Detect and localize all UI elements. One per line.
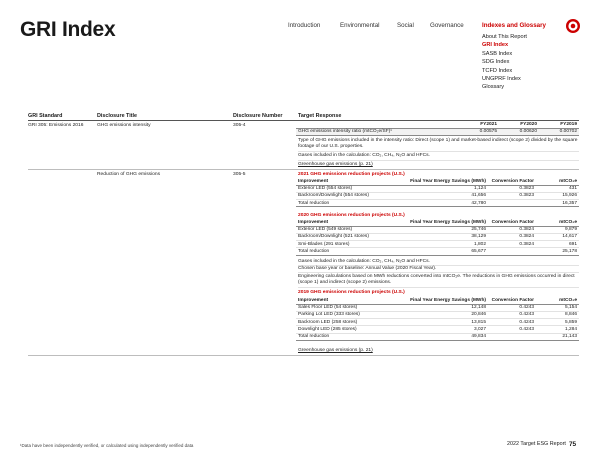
sub-nav-ungprf[interactable]: UNGPRF Index <box>482 76 521 83</box>
col-disclosure-title: Disclosure Title <box>97 113 138 119</box>
table-row <box>296 304 579 311</box>
cell-factor: 0.3824 <box>488 241 536 248</box>
reduction-note-baseline: Chosen base year or baseline: Annual Value (2020 Fiscal Year). <box>298 266 437 271</box>
nav-social[interactable]: Social <box>397 22 414 29</box>
table-row <box>296 226 579 233</box>
header-improvement: Improvement <box>296 178 400 185</box>
cell-savings: 1,124 <box>400 185 488 192</box>
row-divider <box>28 355 579 356</box>
intensity-table <box>296 121 579 136</box>
sub-nav-gri[interactable]: GRI Index <box>482 42 509 49</box>
cell-savings: 3,027 <box>400 326 488 333</box>
table-2021-title: 2021 GHG emissions reduction projects (U.S.) <box>298 172 405 177</box>
cell-mtco2e: 14,617 <box>536 233 579 240</box>
cell-mtco2e: 431 <box>536 185 579 192</box>
gri-standard-cell: GRI 305: Emissions 2016 <box>28 123 84 128</box>
cell-savings: 41,656 <box>400 192 488 199</box>
cell-improvement: Exterior LED (549 stores) <box>296 226 400 233</box>
footnote: ¹Data have been independently verified, or calculated using independently verified data <box>20 443 194 448</box>
table-row <box>296 311 579 318</box>
cell-improvement: Total reduction <box>296 248 400 255</box>
table-row-total <box>296 248 579 255</box>
intensity-header-blank <box>296 121 459 128</box>
reduction-table-2021 <box>296 178 579 207</box>
cell-mtco2e: 9,879 <box>536 226 579 233</box>
intensity-label: GHG emissions intensity ratio (mtCO₂e/SF)¹ <box>296 128 459 135</box>
cell-mtco2e: 16,357 <box>536 200 579 207</box>
table-row <box>296 185 579 192</box>
header-conversion-factor: Conversion Factor <box>488 178 536 185</box>
divider <box>298 272 579 273</box>
cell-mtco2e: 5,154 <box>536 304 579 311</box>
col-gri-standard: GRI Standard <box>28 113 63 119</box>
table-row <box>296 192 579 199</box>
table-row-total <box>296 333 579 340</box>
cell-improvement: Backroom/Downlight (554 stores) <box>296 192 400 199</box>
cell-factor: 0.3823 <box>488 192 536 199</box>
cell-mtco2e: 1,284 <box>536 326 579 333</box>
intensity-value-fy2021: 0.00575 <box>459 128 499 135</box>
table-row <box>296 319 579 326</box>
disclosure-title-305-5: Reduction of GHG emissions <box>97 172 161 177</box>
header-energy-savings: Final Year Energy Savings (MWh) <box>400 219 488 226</box>
cell-mtco2e: 25,178 <box>536 248 579 255</box>
nav-environmental[interactable]: Environmental <box>340 22 380 29</box>
cell-factor: 0.3823 <box>488 185 536 192</box>
table-row <box>296 241 579 248</box>
header-mtco2e: mtCO₂e <box>536 219 579 226</box>
sub-nav-sasb[interactable]: SASB Index <box>482 50 513 57</box>
table-row <box>296 326 579 333</box>
table-row <box>296 233 579 240</box>
cell-savings: 1,802 <box>400 241 488 248</box>
row-divider <box>28 169 579 170</box>
intensity-header-fy2020: FY2020 <box>499 121 539 128</box>
cell-factor: 0.4243 <box>488 319 536 326</box>
cell-factor <box>488 248 536 255</box>
cell-savings: 13,815 <box>400 319 488 326</box>
page-number: 75 <box>568 441 577 448</box>
cell-factor <box>488 200 536 207</box>
cell-improvement: Smi-Blades (291 stores) <box>296 241 400 248</box>
page-title: GRI Index <box>20 18 116 41</box>
cell-savings: 25,746 <box>400 226 488 233</box>
intensity-header-fy2021: FY2021 <box>459 121 499 128</box>
nav-indexes-glossary[interactable]: Indexes and Glossary <box>482 22 546 29</box>
cell-mtco2e: 5,859 <box>536 319 579 326</box>
intensity-note-gases: Gases included in the calculation: CO₂, CH₄, N₂O and HFCs. <box>298 153 430 158</box>
table-row <box>296 128 579 135</box>
header-improvement: Improvement <box>296 219 400 226</box>
col-disclosure-number: Disclosure Number <box>233 113 283 119</box>
intensity-header-fy2019: FY2019 <box>539 121 579 128</box>
footer-right <box>507 441 576 448</box>
table-2019-title: 2019 GHG emissions reduction projects (U.S.) <box>298 290 405 295</box>
divider <box>298 160 579 161</box>
header-energy-savings: Final Year Energy Savings (MWh) <box>400 178 488 185</box>
sub-nav-tcfd[interactable]: TCFD Index <box>482 67 513 74</box>
cell-savings: 49,834 <box>400 333 488 340</box>
nav-introduction[interactable]: Introduction <box>288 22 321 29</box>
cell-factor: 0.4243 <box>488 326 536 333</box>
cell-improvement: Exterior LED (554 stores) <box>296 185 400 192</box>
disclosure-number-305-4: 305-4 <box>233 123 246 128</box>
disclosure-number-305-5: 305-5 <box>233 172 246 177</box>
header-conversion-factor: Conversion Factor <box>488 219 536 226</box>
ghg-emissions-link-1[interactable]: Greenhouse gas emissions (p. 21) <box>298 162 373 167</box>
reduction-table-2019 <box>296 297 579 341</box>
header-conversion-factor: Conversion Factor <box>488 297 536 304</box>
table-row-total <box>296 200 579 207</box>
intensity-note-type: Type of GHG emissions included in the intensity ratio: Direct (scope 1) and market-based indirect (scope 2) divided by the square footage of our U.S. properties. <box>298 138 578 149</box>
cell-savings: 20,846 <box>400 311 488 318</box>
header-mtco2e: mtCO₂e <box>536 297 579 304</box>
table-2020-title: 2020 GHG emissions reduction projects (U.S.) <box>298 213 405 218</box>
cell-mtco2e: 15,926 <box>536 192 579 199</box>
reduction-note-gases: Gases included in the calculation: CO₂, CH₄, N₂O and HFCs. <box>298 259 430 264</box>
sub-nav-about[interactable]: About This Report <box>482 34 527 40</box>
col-target-response: Target Response <box>298 113 342 119</box>
header-improvement: Improvement <box>296 297 400 304</box>
nav-governance[interactable]: Governance <box>430 22 464 29</box>
cell-factor: 0.3824 <box>488 233 536 240</box>
cell-improvement: Backroom/Downlight (521 stores) <box>296 233 400 240</box>
cell-factor: 0.3824 <box>488 226 536 233</box>
cell-factor <box>488 333 536 340</box>
cell-improvement: Total reduction <box>296 333 400 340</box>
reduction-table-2020 <box>296 219 579 256</box>
target-logo-icon[interactable] <box>566 19 580 33</box>
cell-factor: 0.4243 <box>488 311 536 318</box>
cell-savings: 12,148 <box>400 304 488 311</box>
ghg-emissions-link-2[interactable]: Greenhouse gas emissions (p. 21) <box>298 348 373 353</box>
header-mtco2e: mtCO₂e <box>536 178 579 185</box>
divider <box>298 287 579 288</box>
intensity-value-fy2020: 0.00620 <box>499 128 539 135</box>
header-energy-savings: Final Year Energy Savings (MWh) <box>400 297 488 304</box>
sub-nav <box>482 33 527 92</box>
disclosure-title-305-4: GHG emissions intensity <box>97 123 151 128</box>
sub-nav-glossary[interactable]: Glossary <box>482 84 505 91</box>
cell-savings: 65,677 <box>400 248 488 255</box>
cell-savings: 38,129 <box>400 233 488 240</box>
report-name: 2022 Target ESG Report <box>507 441 566 447</box>
top-nav <box>288 22 572 29</box>
sub-nav-sdg[interactable]: SDG Index <box>482 59 510 66</box>
intensity-value-fy2019: 0.00702 <box>539 128 579 135</box>
cell-factor: 0.4243 <box>488 304 536 311</box>
cell-improvement: Sales Floor LED (54 stores) <box>296 304 400 311</box>
cell-mtco2e: 691 <box>536 241 579 248</box>
cell-improvement: Total reduction <box>296 200 400 207</box>
divider <box>298 151 579 152</box>
cell-improvement: Downlight LED (285 stores) <box>296 326 400 333</box>
cell-improvement: Parking Lot LED (333 stores) <box>296 311 400 318</box>
cell-mtco2e: 21,143 <box>536 333 579 340</box>
cell-improvement: Backroom LED (258 stores) <box>296 319 400 326</box>
cell-mtco2e: 8,846 <box>536 311 579 318</box>
reduction-note-engineering: Engineering calculations based on MWh reductions converted into mtCO₂e. The reductions in GHG emissions occurred in direct (scope 1) and indirect (scope 2) emissions. <box>298 274 575 285</box>
cell-savings: 42,780 <box>400 200 488 207</box>
